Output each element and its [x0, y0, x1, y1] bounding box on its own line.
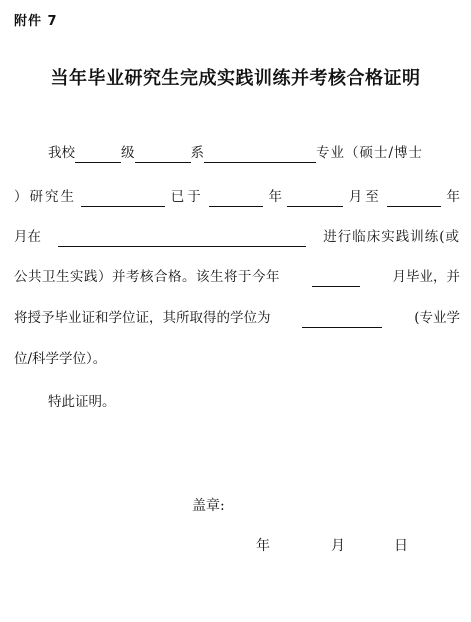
- text-grade: 级: [121, 145, 135, 161]
- text-our-school: 我校: [48, 145, 75, 161]
- end-year-blank[interactable]: [387, 191, 441, 207]
- text-major-degree: 专业（硕士/博士: [316, 145, 424, 161]
- text-graduate-student: ）研究生: [14, 189, 76, 205]
- text-month-graduate: 月毕业，并: [392, 269, 460, 285]
- document-title: 当年毕业研究生完成实践训练并考核合格证明: [50, 68, 421, 89]
- major-blank[interactable]: [204, 147, 316, 163]
- text-public-health-passed: 公共卫生实践）并考核合格。该生将于今年: [14, 269, 280, 285]
- date-day-label: 日: [394, 538, 408, 554]
- department-blank[interactable]: [135, 147, 191, 163]
- text-month-to: 月至: [348, 189, 382, 205]
- text-department: 系: [190, 145, 204, 161]
- paragraph-line-3: [14, 227, 460, 247]
- student-name-blank[interactable]: [81, 191, 165, 207]
- text-month-at: 月在: [14, 229, 41, 245]
- text-already-at: 已于: [170, 189, 204, 205]
- seal-label: 盖章:: [192, 498, 225, 514]
- paragraph-line-1: [14, 143, 460, 163]
- paragraph-line-6: [14, 349, 460, 369]
- text-clinical-training: 进行临床实践训练(或: [323, 229, 460, 245]
- graduation-month-blank[interactable]: [312, 271, 360, 287]
- text-year-2: 年: [446, 189, 460, 205]
- paragraph-line-5: [14, 308, 460, 328]
- text-professional-degree: (专业学: [414, 310, 460, 326]
- text-academic-degree: 位/科学学位）。: [14, 351, 107, 367]
- date-year-label: 年: [256, 538, 270, 554]
- text-awarded-degree: 将授予毕业证和学位证，其所取得的学位为: [14, 310, 271, 326]
- start-month-blank[interactable]: [287, 191, 343, 207]
- date-month-label: 月: [331, 538, 345, 554]
- paragraph-line-2: [14, 187, 460, 207]
- attachment-label: 附件 7: [14, 14, 58, 29]
- paragraph-line-4: [14, 267, 460, 287]
- paragraph-line-7: [14, 392, 460, 412]
- institution-blank[interactable]: [58, 231, 306, 247]
- text-year-1: 年: [268, 189, 282, 205]
- text-hereby-certify: 特此证明。: [48, 394, 116, 410]
- degree-blank[interactable]: [302, 312, 382, 328]
- grade-blank[interactable]: [75, 147, 121, 163]
- start-year-blank[interactable]: [209, 191, 263, 207]
